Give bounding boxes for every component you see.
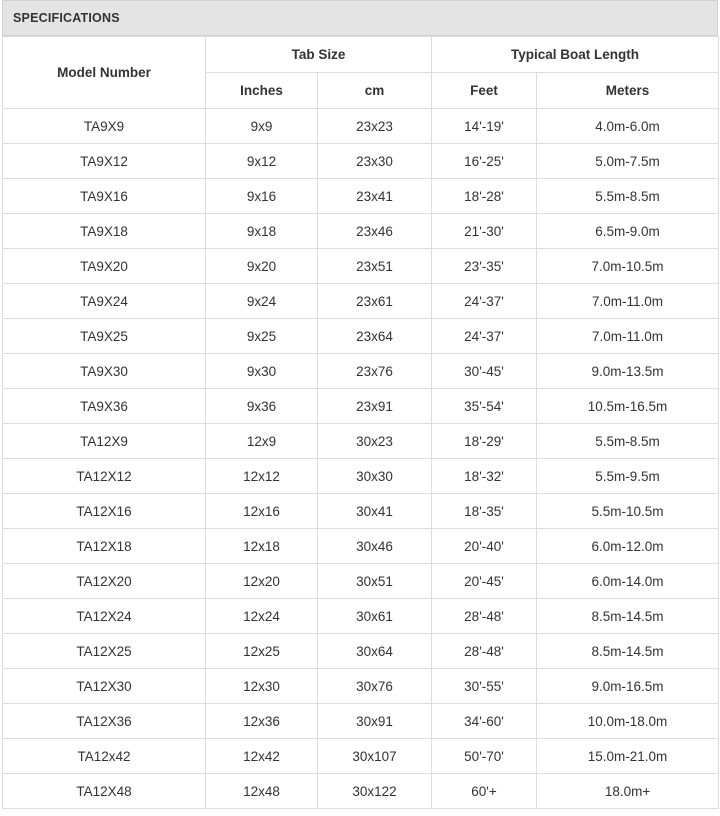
table-row (3, 179, 719, 214)
cell-model-number: TA12x42 (3, 739, 206, 774)
cell-feet: 20'-40' (432, 529, 537, 564)
cell-inches: 12x36 (206, 704, 318, 739)
cell-meters: 4.0m-6.0m (537, 109, 719, 144)
cell-cm: 30x76 (318, 669, 432, 704)
cell-cm: 23x41 (318, 179, 432, 214)
cell-feet: 28'-48' (432, 634, 537, 669)
cell-feet: 23'-35' (432, 249, 537, 284)
cell-cm: 23x51 (318, 249, 432, 284)
cell-inches: 12x18 (206, 529, 318, 564)
cell-inches: 9x36 (206, 389, 318, 424)
cell-feet: 18'-28' (432, 179, 537, 214)
cell-cm: 23x76 (318, 354, 432, 389)
header-typical-boat-length: Typical Boat Length (432, 37, 719, 73)
table-body (3, 109, 719, 809)
cell-cm: 23x23 (318, 109, 432, 144)
cell-feet: 28'-48' (432, 599, 537, 634)
cell-cm: 23x64 (318, 319, 432, 354)
cell-model-number: TA12X18 (3, 529, 206, 564)
table-row (3, 529, 719, 564)
cell-meters: 5.5m-9.5m (537, 459, 719, 494)
cell-inches: 9x12 (206, 144, 318, 179)
table-row (3, 634, 719, 669)
header-model-number: Model Number (3, 37, 206, 109)
cell-inches: 9x9 (206, 109, 318, 144)
header-tab-size: Tab Size (206, 37, 432, 73)
cell-feet: 20'-45' (432, 564, 537, 599)
cell-feet: 24'-37' (432, 319, 537, 354)
cell-meters: 7.0m-10.5m (537, 249, 719, 284)
cell-model-number: TA9X30 (3, 354, 206, 389)
cell-cm: 30x23 (318, 424, 432, 459)
table-row (3, 284, 719, 319)
specifications-table (2, 36, 719, 809)
cell-cm: 30x64 (318, 634, 432, 669)
cell-feet: 30'-55' (432, 669, 537, 704)
cell-cm: 30x51 (318, 564, 432, 599)
table-row (3, 774, 719, 809)
header-inches: Inches (206, 73, 318, 109)
cell-model-number: TA9X24 (3, 284, 206, 319)
cell-meters: 18.0m+ (537, 774, 719, 809)
cell-inches: 12x42 (206, 739, 318, 774)
cell-inches: 12x16 (206, 494, 318, 529)
cell-meters: 6.5m-9.0m (537, 214, 719, 249)
table-row (3, 214, 719, 249)
cell-inches: 12x24 (206, 599, 318, 634)
cell-inches: 12x30 (206, 669, 318, 704)
specifications-panel (2, 0, 718, 809)
cell-meters: 15.0m-21.0m (537, 739, 719, 774)
cell-model-number: TA9X12 (3, 144, 206, 179)
cell-inches: 9x18 (206, 214, 318, 249)
cell-cm: 23x61 (318, 284, 432, 319)
cell-model-number: TA12X48 (3, 774, 206, 809)
table-row (3, 109, 719, 144)
cell-meters: 6.0m-12.0m (537, 529, 719, 564)
cell-cm: 30x30 (318, 459, 432, 494)
cell-model-number: TA12X12 (3, 459, 206, 494)
cell-cm: 30x61 (318, 599, 432, 634)
cell-meters: 5.5m-8.5m (537, 424, 719, 459)
section-title: SPECIFICATIONS (2, 0, 718, 36)
cell-feet: 30'-45' (432, 354, 537, 389)
cell-meters: 6.0m-14.0m (537, 564, 719, 599)
cell-feet: 24'-37' (432, 284, 537, 319)
cell-cm: 30x122 (318, 774, 432, 809)
table-row (3, 739, 719, 774)
cell-inches: 12x48 (206, 774, 318, 809)
cell-model-number: TA12X9 (3, 424, 206, 459)
cell-meters: 8.5m-14.5m (537, 634, 719, 669)
table-row (3, 669, 719, 704)
cell-feet: 34'-60' (432, 704, 537, 739)
cell-meters: 10.0m-18.0m (537, 704, 719, 739)
cell-feet: 18'-35' (432, 494, 537, 529)
cell-meters: 7.0m-11.0m (537, 284, 719, 319)
table-row (3, 459, 719, 494)
cell-cm: 30x91 (318, 704, 432, 739)
table-row (3, 144, 719, 179)
cell-meters: 5.5m-8.5m (537, 179, 719, 214)
cell-model-number: TA12X24 (3, 599, 206, 634)
cell-meters: 9.0m-13.5m (537, 354, 719, 389)
cell-model-number: TA9X25 (3, 319, 206, 354)
cell-inches: 9x24 (206, 284, 318, 319)
cell-meters: 5.5m-10.5m (537, 494, 719, 529)
cell-model-number: TA12X16 (3, 494, 206, 529)
cell-feet: 14'-19' (432, 109, 537, 144)
table-row (3, 599, 719, 634)
cell-model-number: TA9X9 (3, 109, 206, 144)
cell-inches: 12x9 (206, 424, 318, 459)
cell-model-number: TA9X20 (3, 249, 206, 284)
cell-cm: 23x91 (318, 389, 432, 424)
cell-inches: 9x16 (206, 179, 318, 214)
cell-model-number: TA12X30 (3, 669, 206, 704)
cell-feet: 60'+ (432, 774, 537, 809)
cell-cm: 30x46 (318, 529, 432, 564)
cell-meters: 9.0m-16.5m (537, 669, 719, 704)
cell-inches: 12x25 (206, 634, 318, 669)
cell-meters: 7.0m-11.0m (537, 319, 719, 354)
table-row (3, 389, 719, 424)
cell-model-number: TA9X16 (3, 179, 206, 214)
cell-inches: 9x20 (206, 249, 318, 284)
cell-model-number: TA12X20 (3, 564, 206, 599)
cell-meters: 10.5m-16.5m (537, 389, 719, 424)
table-row (3, 424, 719, 459)
header-meters: Meters (537, 73, 719, 109)
cell-feet: 16'-25' (432, 144, 537, 179)
cell-feet: 18'-32' (432, 459, 537, 494)
cell-feet: 35'-54' (432, 389, 537, 424)
cell-inches: 9x25 (206, 319, 318, 354)
cell-cm: 30x41 (318, 494, 432, 529)
cell-feet: 21'-30' (432, 214, 537, 249)
cell-meters: 5.0m-7.5m (537, 144, 719, 179)
header-cm: cm (318, 73, 432, 109)
cell-cm: 30x107 (318, 739, 432, 774)
cell-feet: 18'-29' (432, 424, 537, 459)
cell-inches: 12x12 (206, 459, 318, 494)
cell-model-number: TA9X18 (3, 214, 206, 249)
header-feet: Feet (432, 73, 537, 109)
cell-meters: 8.5m-14.5m (537, 599, 719, 634)
cell-feet: 50'-70' (432, 739, 537, 774)
table-row (3, 704, 719, 739)
table-row (3, 249, 719, 284)
cell-inches: 9x30 (206, 354, 318, 389)
cell-cm: 23x46 (318, 214, 432, 249)
cell-inches: 12x20 (206, 564, 318, 599)
cell-model-number: TA12X25 (3, 634, 206, 669)
table-row (3, 564, 719, 599)
table-row (3, 494, 719, 529)
cell-model-number: TA9X36 (3, 389, 206, 424)
table-row (3, 354, 719, 389)
cell-cm: 23x30 (318, 144, 432, 179)
table-row (3, 319, 719, 354)
cell-model-number: TA12X36 (3, 704, 206, 739)
